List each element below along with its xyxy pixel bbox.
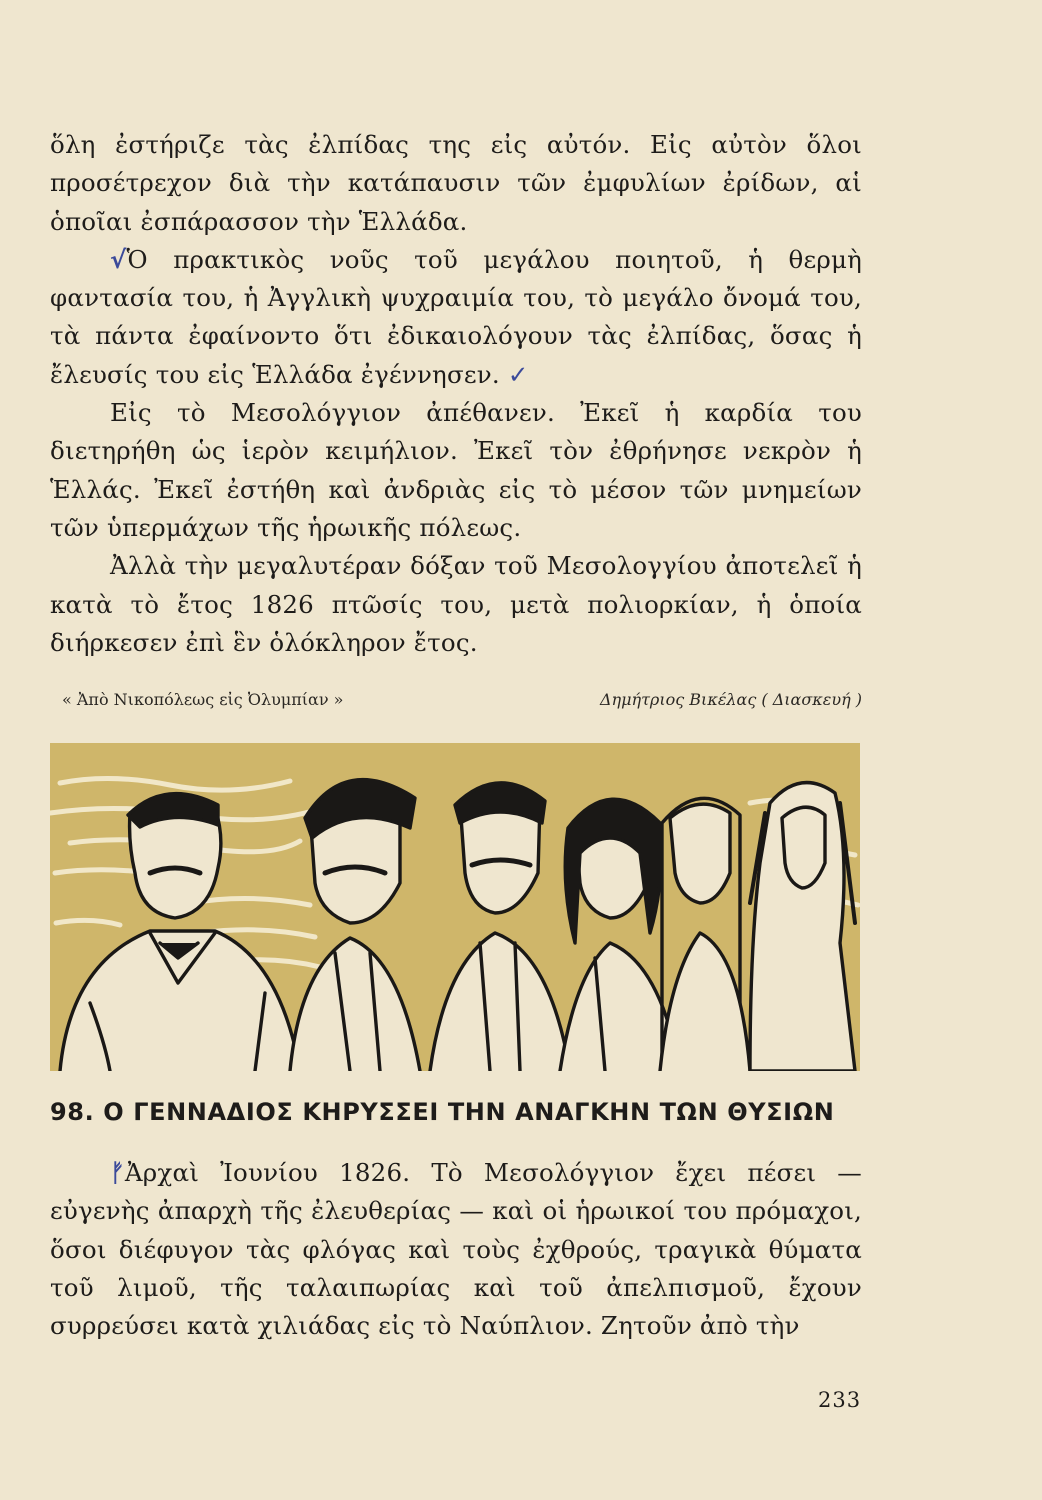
paragraph-2-text: Ὁ πρακτικὸς νοῦς τοῦ μεγάλου ποιητοῦ, ἡ θερμὴ φαντασία του, ἡ Ἀγγλικὴ ψυχραιμία του, τὸ μεγάλο ὄνομά του, τὰ πάντα ἐφαίνοντο ὅτι ἐδικαιολόγουν τὰς ἐλπίδας, ὅσας ἡ ἔλευσίς του εἰς Ἑλλάδα ἐγέννησεν.	[50, 244, 862, 389]
paragraph-2	[50, 241, 862, 394]
pen-margin-mark: ᚠ	[110, 1158, 125, 1187]
illustration-figures	[50, 743, 860, 1071]
paragraph-3: Εἰς τὸ Μεσολόγγιον ἀπέθανεν. Ἐκεῖ ἡ καρδία του διετηρήθη ὡς ἱερὸν κειμήλιον. Ἐκεῖ τὸν ἐθρήνησε νεκρὸν ἡ Ἑλλάς. Ἐκεῖ ἐστήθη καὶ ἀνδριὰς εἰς τὸ μέσον τῶν μνημείων τῶν ὑπερμάχων τῆς ἡρωικῆς πόλεως.	[50, 398, 862, 542]
text-block-bottom	[50, 1154, 862, 1345]
page-number: 233	[818, 1388, 862, 1412]
source-work-title: « Ἀπὸ Νικοπόλεως εἰς Ὀλυμπίαν »	[62, 690, 344, 709]
paragraph-5-text: Ἀρχαὶ Ἰουνίου 1826. Τὸ Μεσολόγγιον ἔχει πέσει — εὐγενὴς ἀπαρχὴ τῆς ἐλευθερίας — καὶ οἱ ἡρωικοί του πρόμαχοι, ὅσοι διέφυγον τὰς φλόγας καὶ τοὺς ἐχθρούς, τραγικὰ θύματα τοῦ λιμοῦ, τῆς ταλαιπωρίας καὶ τοῦ ἀπελπισμοῦ, ἔχουν συρρεύσει κατὰ χιλιάδας εἰς τὸ Ναύπλιον. Ζητοῦν ἀπὸ τὴν	[50, 1158, 862, 1341]
paragraph-1: ὅλη ἐστήριζε τὰς ἐλπίδας της εἰς αὐτόν. Εἰς αὐτὸν ὅλοι προσέτρεχον διὰ τὴν κατάπαυσιν τῶν ἐμφυλίων ἐρίδων, αἱ ὁποῖαι ἐσπάρασσον τὴν Ἑλλάδα.	[50, 130, 862, 236]
pen-check-mark-open: √	[110, 244, 127, 274]
source-author: Δημήτριος Βικέλας ( Διασκευή )	[599, 690, 862, 709]
section-heading: 98. Ο ΓΕΝΝΑΔΙΟΣ ΚΗΡΥΣΣΕΙ ΤΗΝ ΑΝΑΓΚΗΝ ΤΩΝ ΘΥΣΙΩΝ	[50, 1098, 835, 1126]
pen-check-mark-close: ✓	[507, 359, 529, 389]
woodcut-illustration	[50, 743, 860, 1071]
paragraph-5	[50, 1154, 862, 1345]
source-citation	[62, 690, 862, 709]
text-block-top	[50, 126, 862, 662]
paragraph-4: Ἀλλὰ τὴν μεγαλυτέραν δόξαν τοῦ Μεσολογγίου ἀποτελεῖ ἡ κατὰ τὸ ἔτος 1826 πτῶσίς του, μετὰ πολιορκίαν, ἡ ὁποία διήρκεσεν ἐπὶ ἓν ὁλόκληρον ἔτος.	[50, 551, 862, 657]
